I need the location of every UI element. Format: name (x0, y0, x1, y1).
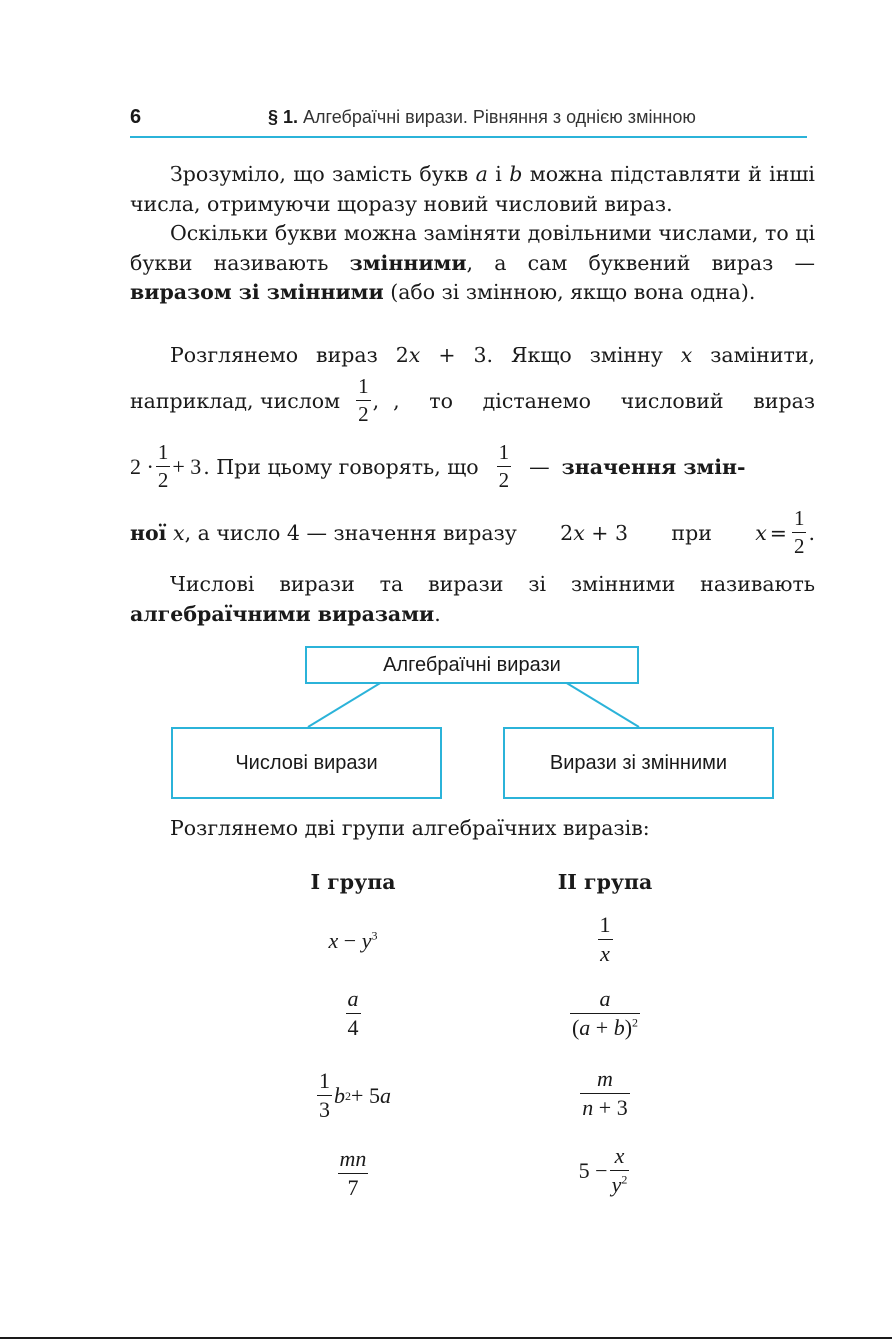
paragraph-2: Оскільки букви можна заміняти довільними числами, то ці букви називають змінними, а сам буквений вираз — виразом зі змінними (або зі змінною, якщо вона одна). (130, 221, 815, 304)
paragraph-3-line-4: ної x, а число 4 — значення виразу 2x + 3 при x = $\frac{1}{2}$ . (130, 506, 815, 558)
group-2-title: II група (557, 870, 653, 894)
diagram-right-box: Вирази зі змінними (503, 727, 774, 799)
paragraph-1: Зрозуміло, що замість букв a і b можна підставляти й інші числа, отримуючи щоразу новий числовий вираз. (130, 162, 815, 216)
fraction-one-half: $\frac{1}{2}$ (358, 374, 369, 426)
group-2-expr-4: 5 − $\frac{x}{y^2}$ (578, 1143, 628, 1197)
group-1-expr-3: $\frac{1}{3}$ b 2 + 5 a (319, 1068, 391, 1122)
group-2-expr-3: $\frac{m}{n + 3}$ (582, 1066, 628, 1120)
paragraph-3-line-3: 2 · $\frac{1}{2}$ + 3 . При цьому говорять, що $\frac{1}{2}$ — значення змін- (130, 440, 746, 492)
group-1-expr-2: $\frac{a}{4}$ (347, 986, 359, 1040)
paragraph-3-line-1: Розглянемо вираз 2x + 3. Якщо змінну x замінити, (170, 343, 816, 367)
diagram-root-box: Алгебраїчні вирази (305, 646, 639, 684)
page-number: 6 (130, 106, 142, 128)
groups-intro: Розглянемо дві групи алгебраїчних виразів: (170, 816, 650, 840)
section-mark: § 1. (268, 107, 299, 127)
diagram-left-box: Числові вирази (171, 727, 442, 799)
group-1-expr-4: $\frac{mn}{7}$ (339, 1146, 367, 1200)
group-2-expr-2: $\frac{a}{(a + b)^2}$ (571, 986, 639, 1040)
page-bottom-rule (0, 1337, 892, 1339)
paragraph-3-line-2: наприклад, числом $\frac{1}{2}$ , , то дістанемо числовий вираз (130, 374, 815, 426)
group-1-expr-1: $x - y^3$ (328, 928, 378, 953)
group-1-title: I група (310, 870, 396, 894)
section-title: Алгебраїчні вирази. Рівняння з однією змінною (303, 107, 696, 127)
group-2-expr-1: $\frac{1}{x}$ (599, 912, 611, 966)
paragraph-4: Числові вирази та вирази зі змінними називають алгебраїчними виразами. (130, 572, 815, 626)
